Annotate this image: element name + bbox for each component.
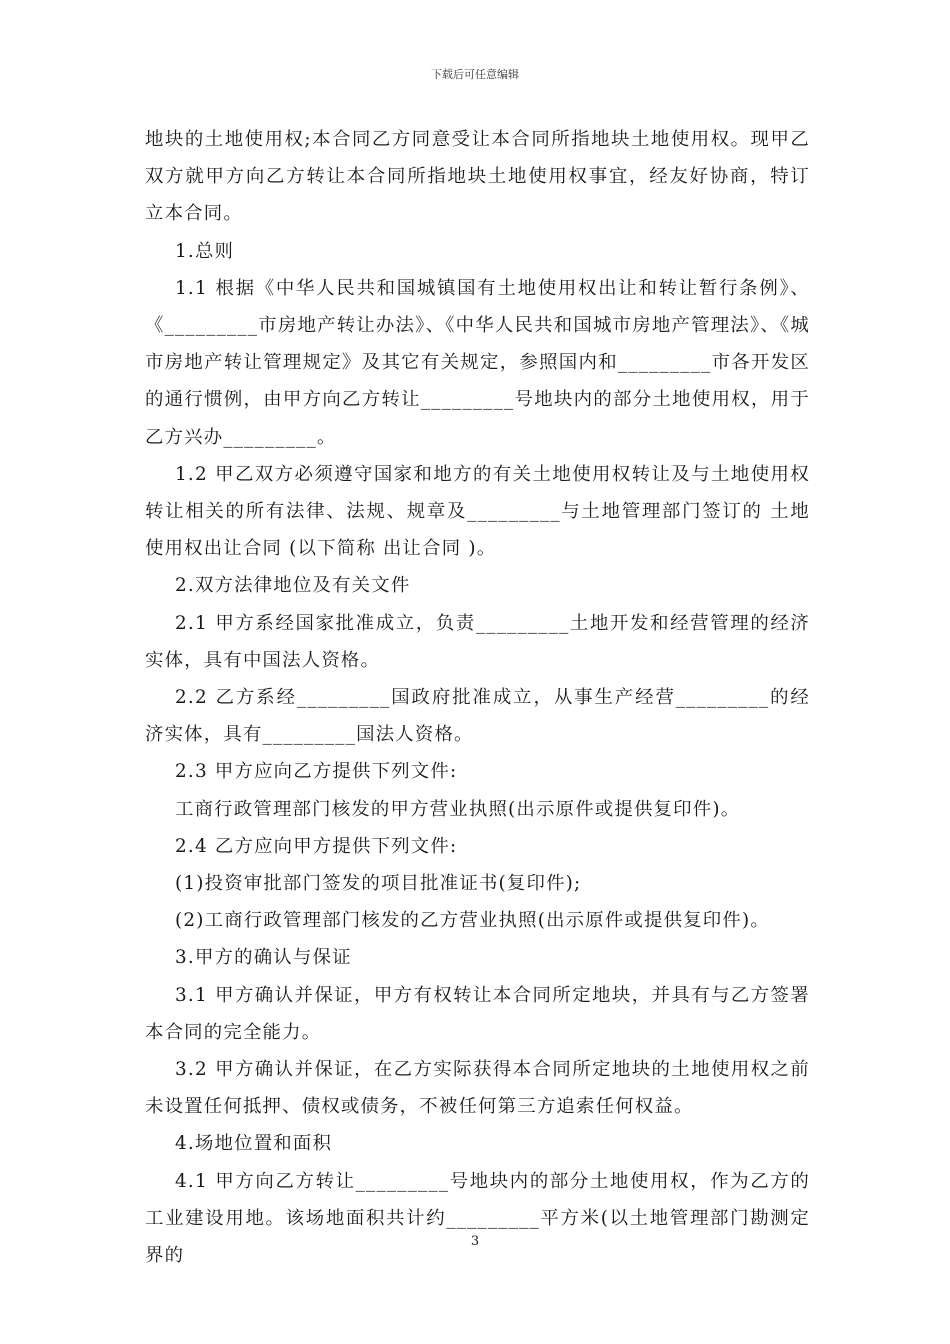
section-heading-site-location: 4.场地位置和面积 — [175, 1133, 333, 1155]
clause-2-4-item-2: (2)工商行政管理部门核发的乙方营业执照(出示原件或提供复印件)。 — [175, 910, 770, 932]
clause-2-4-item-1: (1)投资审批部门签发的项目批准证书(复印件); — [175, 873, 582, 895]
clause-2-3-item: 工商行政管理部门核发的甲方营业执照(出示原件或提供复印件)。 — [175, 798, 741, 820]
clause-2-1: 2.1 甲方系经国家批准成立，负责_________土地开发和经营管理的经济实体，具有中国法人资格。 — [145, 612, 810, 671]
clause-4-1: 4.1 甲方向乙方转让_________号地块内的部分土地使用权，作为乙方的工业建设用地。该场地面积共计约_________平方米(以土地管理部门勘测定界的 — [145, 1170, 810, 1267]
clause-3-2: 3.2 甲方确认并保证，在乙方实际获得本合同所定地块的土地使用权之前未设置任何抵押、债权或债务，不被任何第三方追索任何权益。 — [145, 1059, 810, 1118]
page-number: 3 — [470, 1234, 480, 1249]
clause-2-4: 2.4 乙方应向甲方提供下列文件: — [175, 835, 458, 857]
clause-3-1: 3.1 甲方确认并保证，甲方有权转让本合同所定地块，并具有与乙方签署本合同的完全能力。 — [145, 984, 810, 1043]
section-heading-legal-status: 2.双方法律地位及有关文件 — [175, 575, 411, 597]
section-heading-general: 1.总则 — [175, 240, 235, 262]
header-note: 下载后可任意编辑 — [431, 68, 519, 81]
paragraph-intro-continuation: 地块的土地使用权;本合同乙方同意受让本合同所指地块土地使用权。现甲乙双方就甲方向乙方转让本合同所指地块土地使用权事宜，经友好协商，特订立本合同。 — [145, 129, 810, 225]
clause-2-2: 2.2 乙方系经_________国政府批准成立，从事生产经营_________的经济实体，具有_________国法人资格。 — [145, 687, 810, 746]
clause-1-1: 1.1 根据《中华人民共和国城镇国有土地使用权出让和转让暂行条例》、《_________市房地产转让办法》、《中华人民共和国城市房地产管理法》、《城市房地产转让管理规定》及其它有关规定，参照国内和_________市各开发区的通行惯例，由甲方向乙方转让_________号地块内的部分土地使用权，用于乙方兴办_________。 — [145, 277, 810, 448]
contract-body — [145, 121, 810, 1274]
section-heading-confirmation: 3.甲方的确认与保证 — [175, 947, 352, 969]
clause-2-3: 2.3 甲方应向乙方提供下列文件: — [175, 761, 458, 783]
clause-1-2: 1.2 甲乙双方必须遵守国家和地方的有关土地使用权转让及与土地使用权转让相关的所有法律、法规、规章及_________与土地管理部门签订的 土地使用权出让合同 (以下简称 出让合同 )。 — [145, 463, 810, 560]
